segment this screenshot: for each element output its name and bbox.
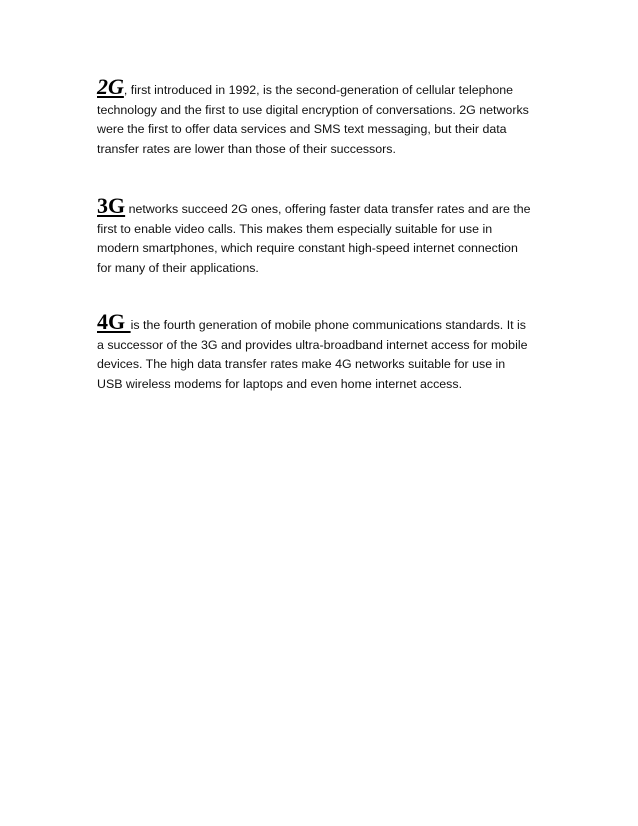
line-text: networks succeed 2G ones, offering faster data transfer rates and are the bbox=[125, 202, 531, 216]
paragraph-line: were the first to offer data services and SMS text messaging, but their data bbox=[97, 122, 507, 136]
paragraph-2g bbox=[97, 74, 545, 159]
line-text: is the fourth generation of mobile phone communications standards. It is bbox=[130, 318, 526, 332]
paragraph-4g bbox=[97, 309, 545, 394]
paragraph-line: technology and the first to use digital encryption of conversations. 2G networks bbox=[97, 102, 529, 117]
paragraph-line bbox=[97, 193, 545, 220]
paragraph-line bbox=[97, 309, 545, 336]
paragraph-line: first to enable video calls. This makes them especially suitable for use in bbox=[97, 221, 493, 236]
heading-2g: 2G bbox=[97, 74, 124, 99]
heading-4g: 4G bbox=[97, 309, 131, 334]
paragraph-line: for many of their applications. bbox=[97, 260, 259, 275]
paragraph-3g bbox=[97, 193, 545, 278]
paragraph-line: transfer rates are lower than those of their successors. bbox=[97, 141, 396, 156]
heading-3g: 3G bbox=[97, 193, 126, 218]
paragraph-line: a successor of the 3G and provides ultra-broadband internet access for mobile bbox=[97, 337, 528, 352]
paragraph-line: modern smartphones, which require constant high-speed internet connection bbox=[97, 241, 518, 255]
paragraph-line bbox=[97, 74, 545, 101]
paragraph-line: USB wireless modems for laptops and even home internet access. bbox=[97, 376, 463, 391]
paragraph-line: devices. The high data transfer rates make 4G networks suitable for use in bbox=[97, 357, 506, 371]
line-text: , first introduced in 1992, is the second-generation of cellular telephone bbox=[123, 83, 514, 97]
